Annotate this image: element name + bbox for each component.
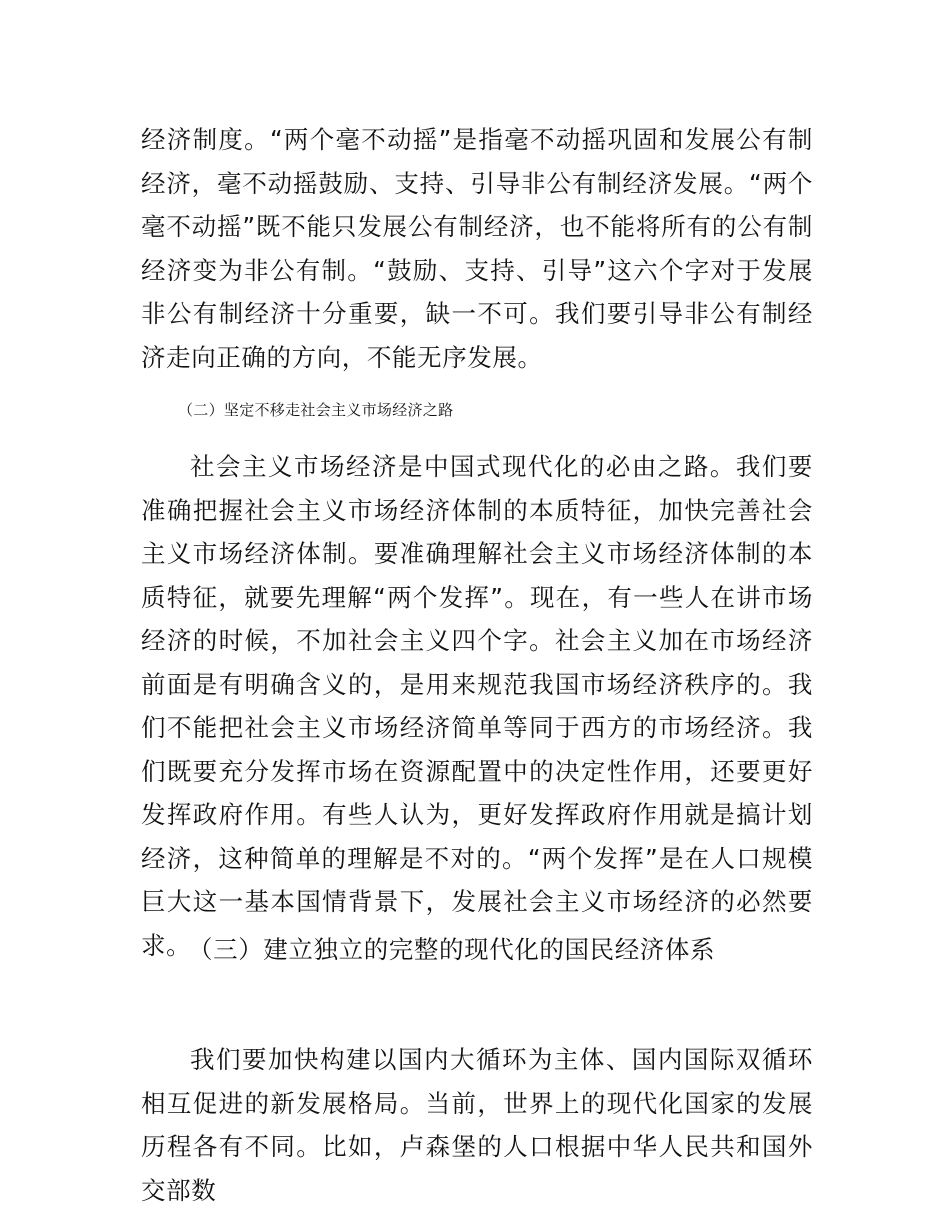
section-heading-2: （二）坚定不移走社会主义市场经济之路 (178, 401, 454, 419)
body-paragraph-1: 经济制度。“两个毫不动摇”是指毫不动摇巩固和发展公有制经济，毫不动摇鼓励、支持、引导非公有制经济发展。“两个毫不动摇”既不能只发展公有制经济，也不能将所有的公有制经济变为非公有制。“鼓励、支持、引导”这六个字对于发展非公有制经济十分重要，缺一不可。我们要引导非公有制经济走向正确的方向，不能无序发展。 (141, 125, 813, 372)
body-paragraph-3: 我们要加快构建以国内大循环为主体、国内国际双循环相互促进的新发展格局。当前，世界上的现代化国家的发展历程各有不同。比如，卢森堡的人口根据中华人民共和国外交部数 (141, 1045, 813, 1205)
body-paragraph-2: 社会主义市场经济是中国式现代化的必由之路。我们要准确把握社会主义市场经济体制的本质特征，加快完善社会主义市场经济体制。要准确理解社会主义市场经济体制的本质特征，就要先理解“两个发挥”。现在，有一些人在讲市场经济的时候，不加社会主义四个字。社会主义加在市场经济前面是有明确含义的，是用来规范我国市场经济秩序的。我们不能把社会主义市场经济简单等同于西方的市场经济。我们既要充分发挥市场在资源配置中的决定性作用，还要更好发挥政府作用。有些人认为，更好发挥政府作用就是搞计划经济，这种简单的理解是不对的。“两个发挥”是在人口规模巨大这一基本国情背景下，发展社会主义市场经济的必然要求。 (141, 452, 813, 960)
section-heading-3: （三）建立独立的完整的现代化的国民经济体系 (188, 935, 716, 964)
